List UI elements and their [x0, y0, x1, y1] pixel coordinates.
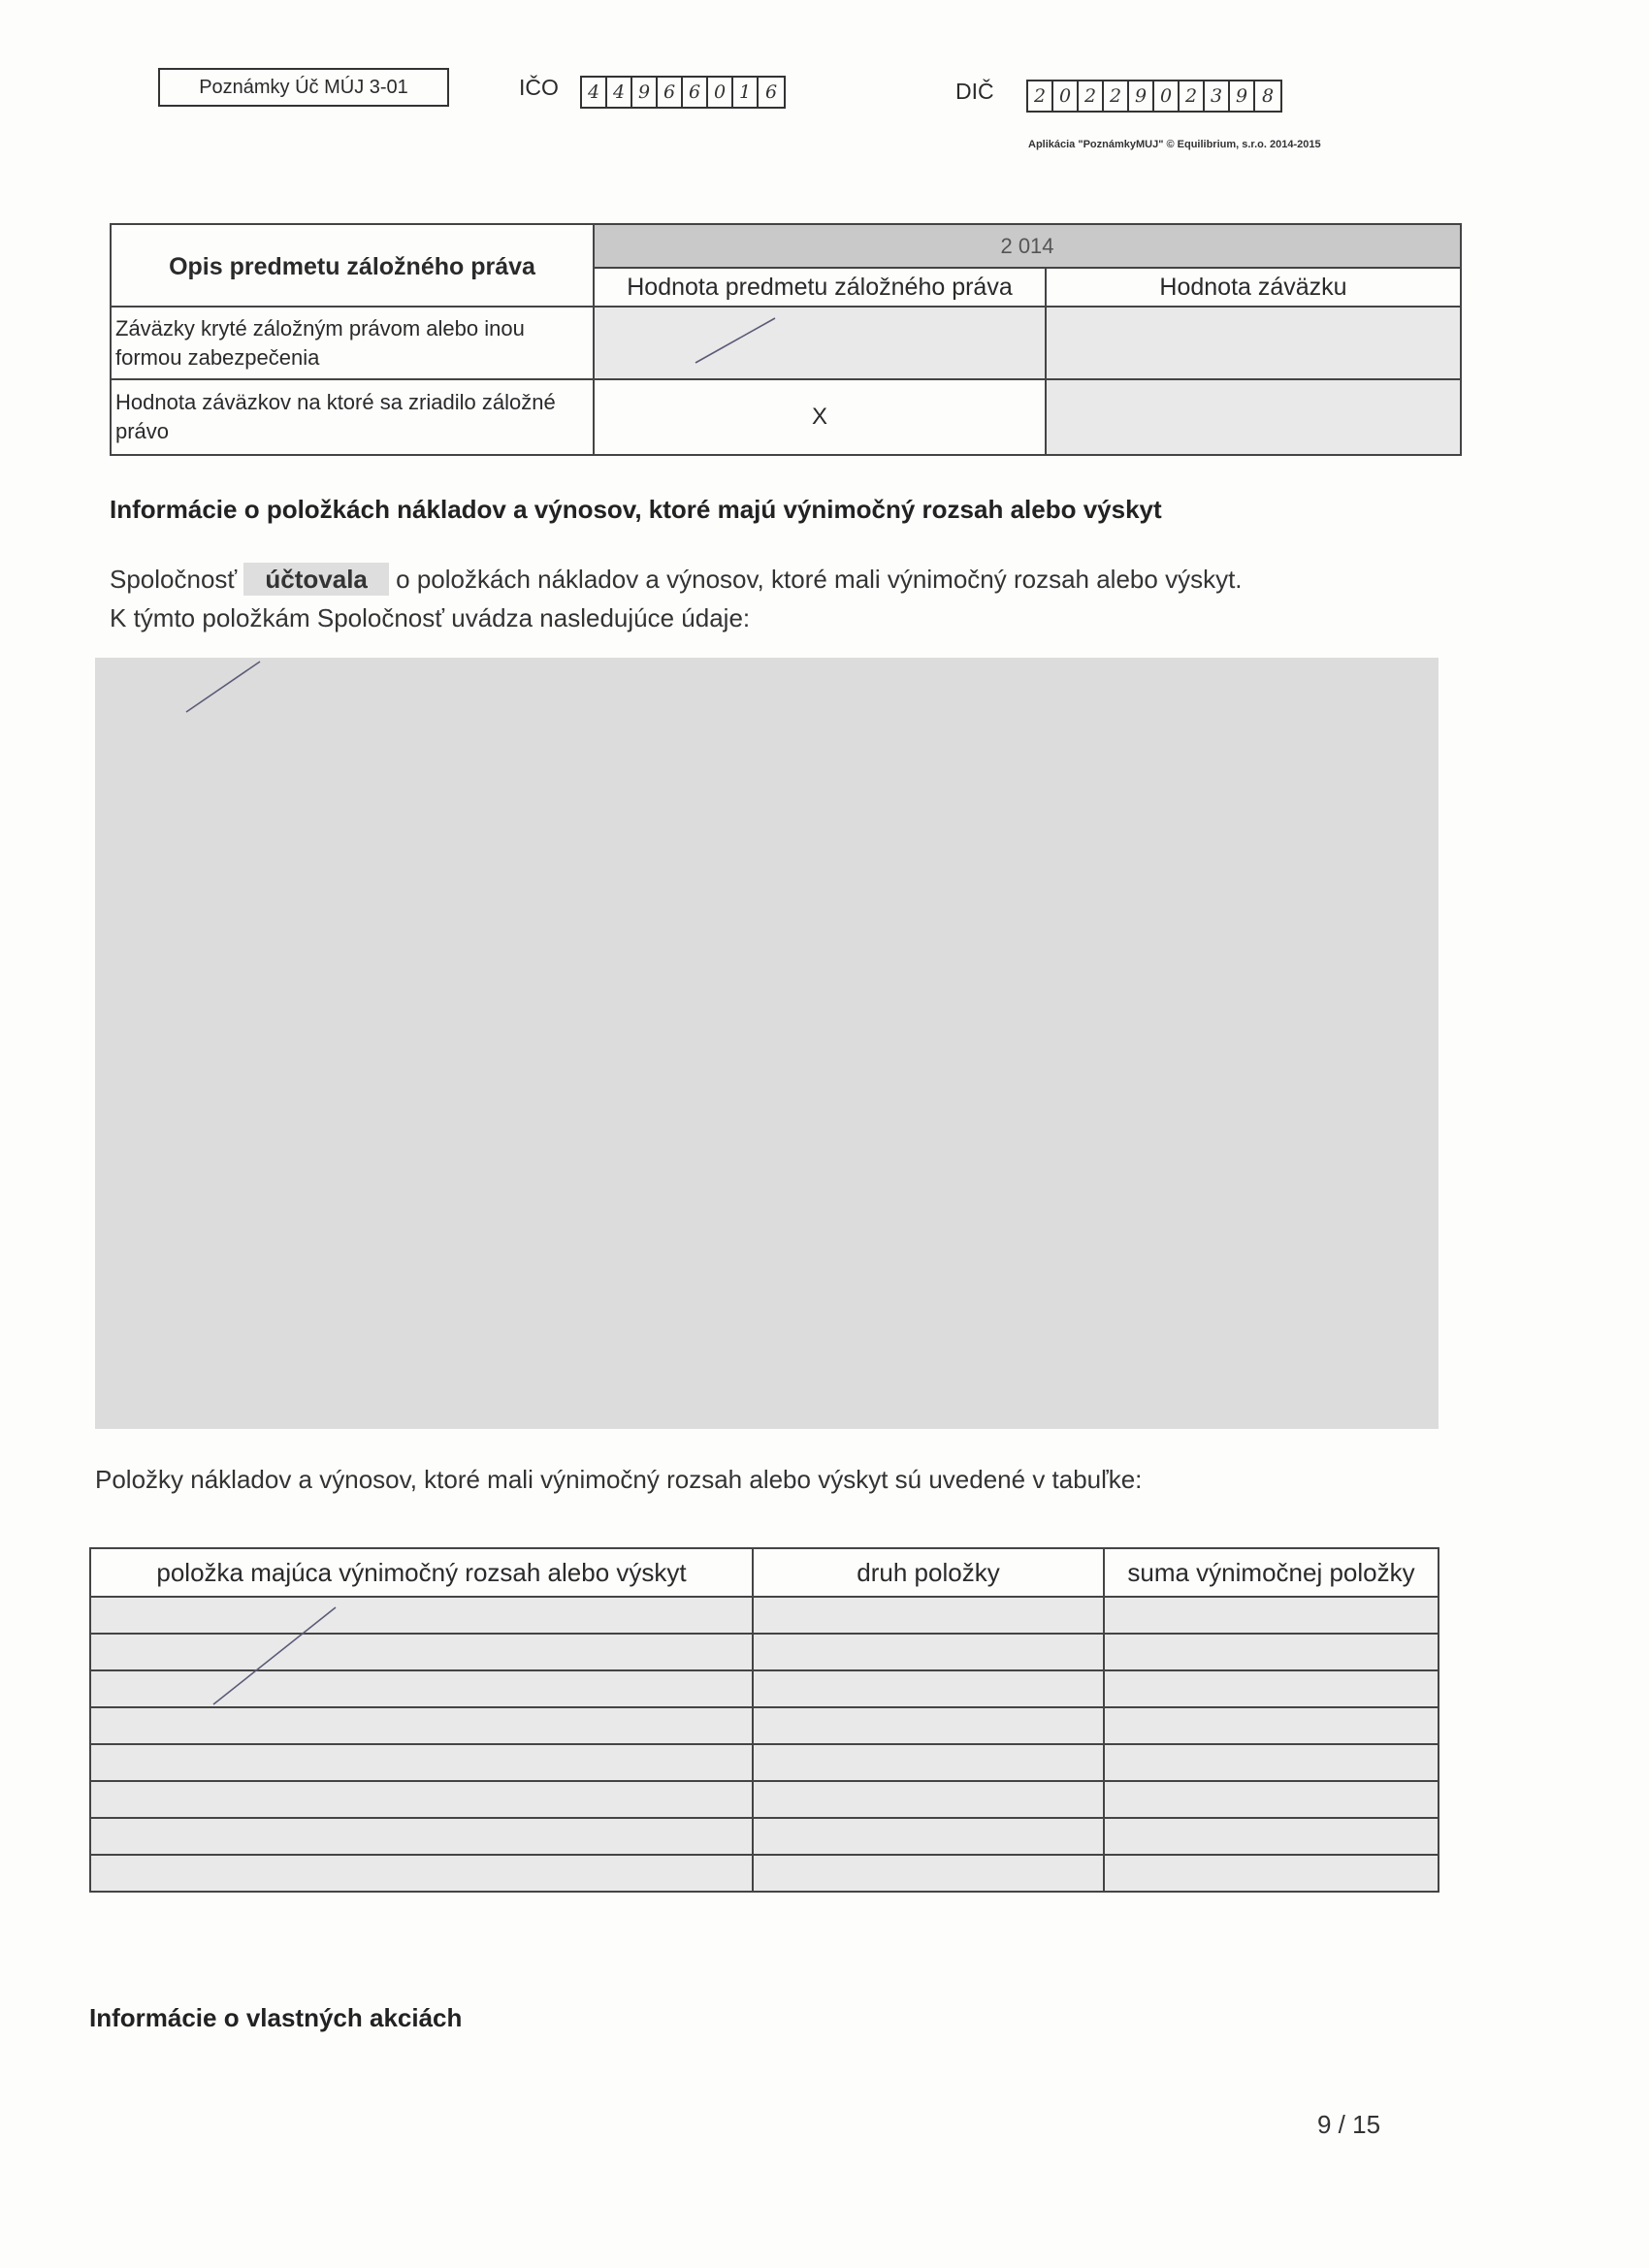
col-item: položka majúca výnimočný rozsah alebo výskyt — [90, 1548, 753, 1597]
dic-label: DIČ — [955, 79, 994, 104]
row-secured-liabilities-label: Záväzky kryté záložným právom alebo inou formou zabezpečenia — [111, 307, 594, 379]
dic-digit: 9 — [1129, 81, 1154, 111]
row-pledged-liabilities-label: Hodnota záväzkov na ktoré sa zriadilo záložné právo — [111, 379, 594, 455]
exceptional-sentence-2: K týmto položkám Spoločnosť uvádza nasledujúce údaje: — [110, 603, 751, 632]
ico-digit: 6 — [683, 78, 708, 107]
pledge-table — [110, 223, 1462, 456]
exceptional-items-table — [89, 1547, 1439, 1893]
table-row — [90, 1707, 1439, 1744]
ico-digit-boxes — [580, 76, 786, 109]
exceptional-details-area — [95, 658, 1439, 1429]
row-pledged-liabilities-liability — [1046, 379, 1461, 455]
handwritten-dash-mark — [692, 312, 779, 371]
dic-digit: 0 — [1154, 81, 1180, 111]
sentence-end: o položkách nákladov a výnosov, ktoré mali výnimočný rozsah alebo výskyt. — [396, 565, 1243, 594]
ico-digit: 6 — [764, 81, 778, 103]
sentence-start: Spoločnosť — [110, 565, 238, 594]
table-row — [90, 1855, 1439, 1892]
col-item-amount: suma výnimočnej položky — [1104, 1548, 1439, 1597]
dic-digit: 2 — [1079, 81, 1104, 111]
ico-digit: 9 — [632, 78, 658, 107]
dic-digit: 8 — [1261, 85, 1275, 107]
accounting-status-highlight: účtovala — [243, 563, 389, 596]
table-row — [90, 1744, 1439, 1781]
dic-digit: 0 — [1053, 81, 1079, 111]
ico-digit: 4 — [607, 78, 632, 107]
dic-digit: 9 — [1230, 81, 1255, 111]
year-header: 2 014 — [594, 224, 1461, 268]
col-pledge-value: Hodnota predmetu záložného práva — [594, 268, 1046, 307]
table-row — [90, 1597, 1439, 1634]
table-row — [90, 1781, 1439, 1818]
col-item-type: druh položky — [753, 1548, 1104, 1597]
dic-digit: 2 — [1104, 81, 1129, 111]
handwritten-dash-mark — [182, 658, 270, 716]
ico-digit: 6 — [658, 78, 683, 107]
dic-digit: 3 — [1205, 81, 1230, 111]
exceptional-items-heading: Informácie o položkách nákladov a výnosov, ktoré majú výnimočný rozsah alebo výskyt — [110, 495, 1162, 524]
col-liability-value: Hodnota záväzku — [1046, 268, 1461, 307]
row-secured-liabilities-liability — [1046, 307, 1461, 379]
row-secured-liabilities-value — [594, 307, 1046, 379]
form-code-box: Poznámky Úč MÚJ 3-01 — [158, 68, 449, 107]
page-number: 9 / 15 — [1317, 2110, 1381, 2139]
ico-label: IČO — [519, 75, 559, 100]
ico-digit: 4 — [582, 78, 607, 107]
handwritten-dash-mark — [208, 1604, 343, 1710]
exceptional-sentence-1 — [110, 565, 1243, 595]
application-note: Aplikácia "PoznámkyMUJ" © Equilibrium, s.r.o. 2014-2015 — [1028, 139, 1321, 150]
dic-digit: 2 — [1180, 81, 1205, 111]
row-pledged-liabilities-value: X — [594, 379, 1046, 455]
table-intro-text: Položky nákladov a výnosov, ktoré mali výnimočný rozsah alebo výskyt sú uvedené v tabuľke: — [95, 1465, 1143, 1494]
dic-digit: 2 — [1028, 81, 1053, 111]
ico-digit: 1 — [733, 78, 759, 107]
dic-digit-boxes — [1026, 80, 1282, 113]
ico-digit: 0 — [708, 78, 733, 107]
pledge-title: Opis predmetu záložného práva — [111, 224, 594, 307]
table-row — [90, 1818, 1439, 1855]
own-shares-heading: Informácie o vlastných akciách — [89, 2003, 463, 2032]
